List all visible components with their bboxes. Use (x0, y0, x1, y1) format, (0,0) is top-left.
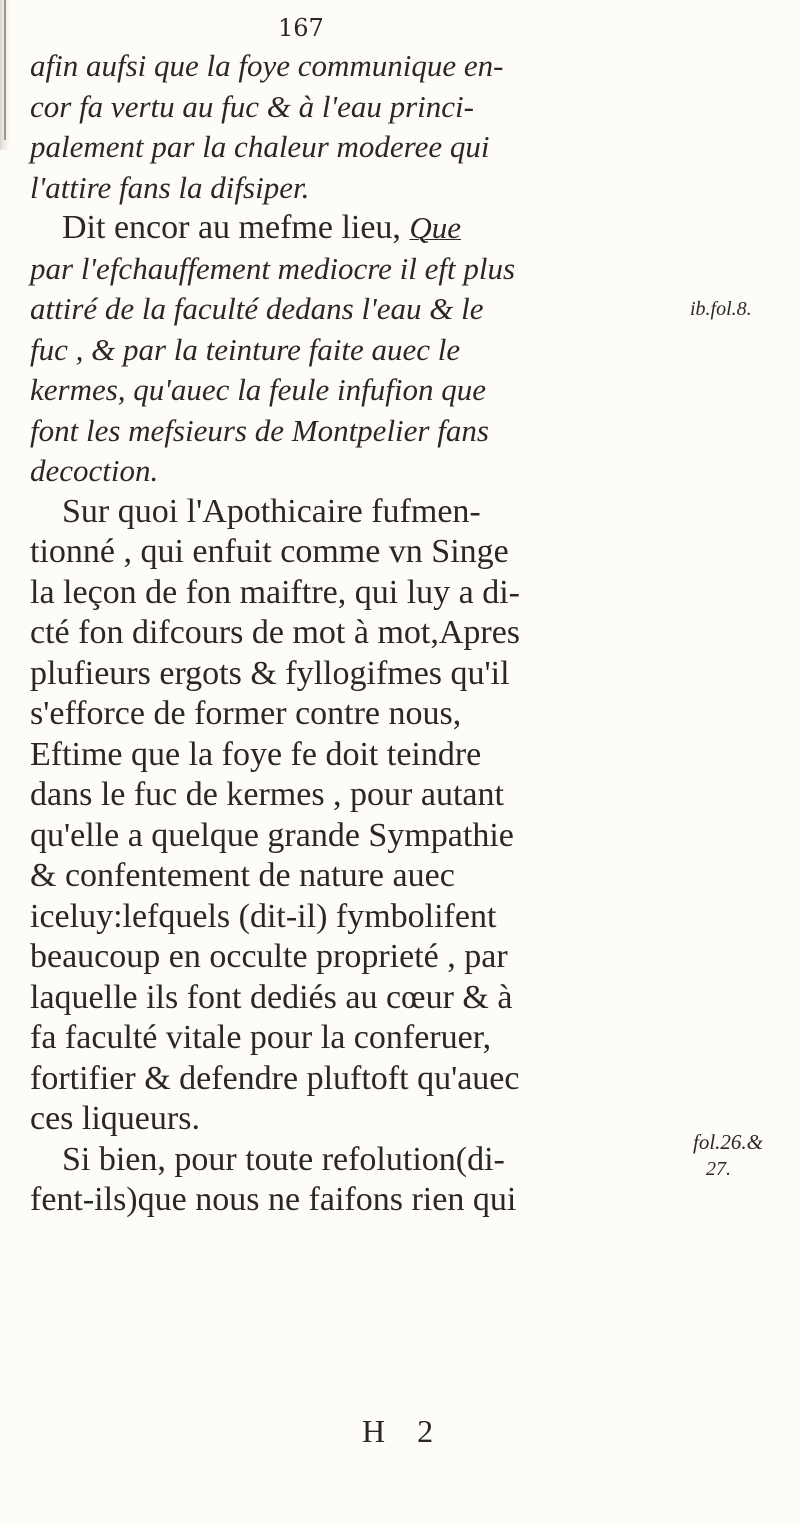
text-line: decoction. (30, 453, 159, 488)
text-line: Eftime que la foye fe doit teindre (30, 735, 482, 773)
marginal-note: 27. (706, 1158, 731, 1180)
text-line: l'attire fans la difsiper. (30, 169, 310, 205)
text-line: plufieurs ergots & fyllogifmes qu'il (30, 654, 510, 692)
text-line: fent-ils)que nous ne faifons rien qui (30, 1181, 517, 1218)
text-line: cor fa vertu au fuc & à l'eau princi- (30, 88, 474, 124)
marginal-note: ib.fol.8. (690, 298, 752, 320)
text-line: kermes, qu'auec la feule infufion que (30, 372, 487, 407)
text-line: tionné , qui enfuit comme vn Singe (30, 533, 509, 570)
text-line: fortifier & defendre pluftoft qu'auec (30, 1059, 520, 1097)
text-line: palement par la chaleur moderee qui (30, 129, 490, 164)
gutter-edge-line (4, 0, 6, 140)
text-line: & confentement de nature auec (30, 857, 455, 894)
text-line: afin aufsi que la foye communique en- (30, 48, 504, 83)
text-line: iceluy:lefquels (dit-il) fymbolifent (30, 897, 497, 935)
body-text (30, 46, 680, 1221)
text-line: font les mefsieurs de Montpelier fans (30, 412, 489, 448)
text-line-roman: Dit encor au mefme lieu, (62, 209, 410, 246)
marginal-note: fol.26.& (693, 1130, 764, 1154)
text-line: s'efforce de former contre nous, (30, 695, 462, 732)
page-gutter-shadow (0, 0, 10, 150)
text-line (30, 208, 680, 249)
text-line: qu'elle a quelque grande Sympathie (30, 816, 514, 854)
text-line: Si bien, pour toute refolution(di- (62, 1140, 505, 1178)
text-line: laquelle ils font dediés au cœur & à (30, 978, 513, 1016)
text-line: ces liqueurs. (30, 1100, 200, 1137)
text-line: dans le fuc de kermes , pour autant (30, 776, 504, 813)
page-number: 167 (278, 14, 324, 42)
text-line: la leçon de fon maiftre, qui luy a di- (30, 573, 520, 611)
text-line: fuc , & par la teinture faite auec le (30, 331, 461, 367)
text-line: cté fon difcours de mot à mot,Apres (30, 614, 521, 651)
signature-mark: H 2 (362, 1413, 446, 1449)
text-line: attiré de la faculté dedans l'eau & le (30, 291, 484, 326)
text-line: par l'efchauffement mediocre il eft plus (30, 250, 516, 286)
text-line: fa faculté vitale pour la conferuer, (30, 1019, 492, 1056)
text-line: Sur quoi l'Apothicaire fufmen- (62, 492, 481, 530)
text-line-italic-tail: Que (409, 210, 462, 245)
text-line: beaucoup en occulte proprieté , par (30, 938, 508, 975)
